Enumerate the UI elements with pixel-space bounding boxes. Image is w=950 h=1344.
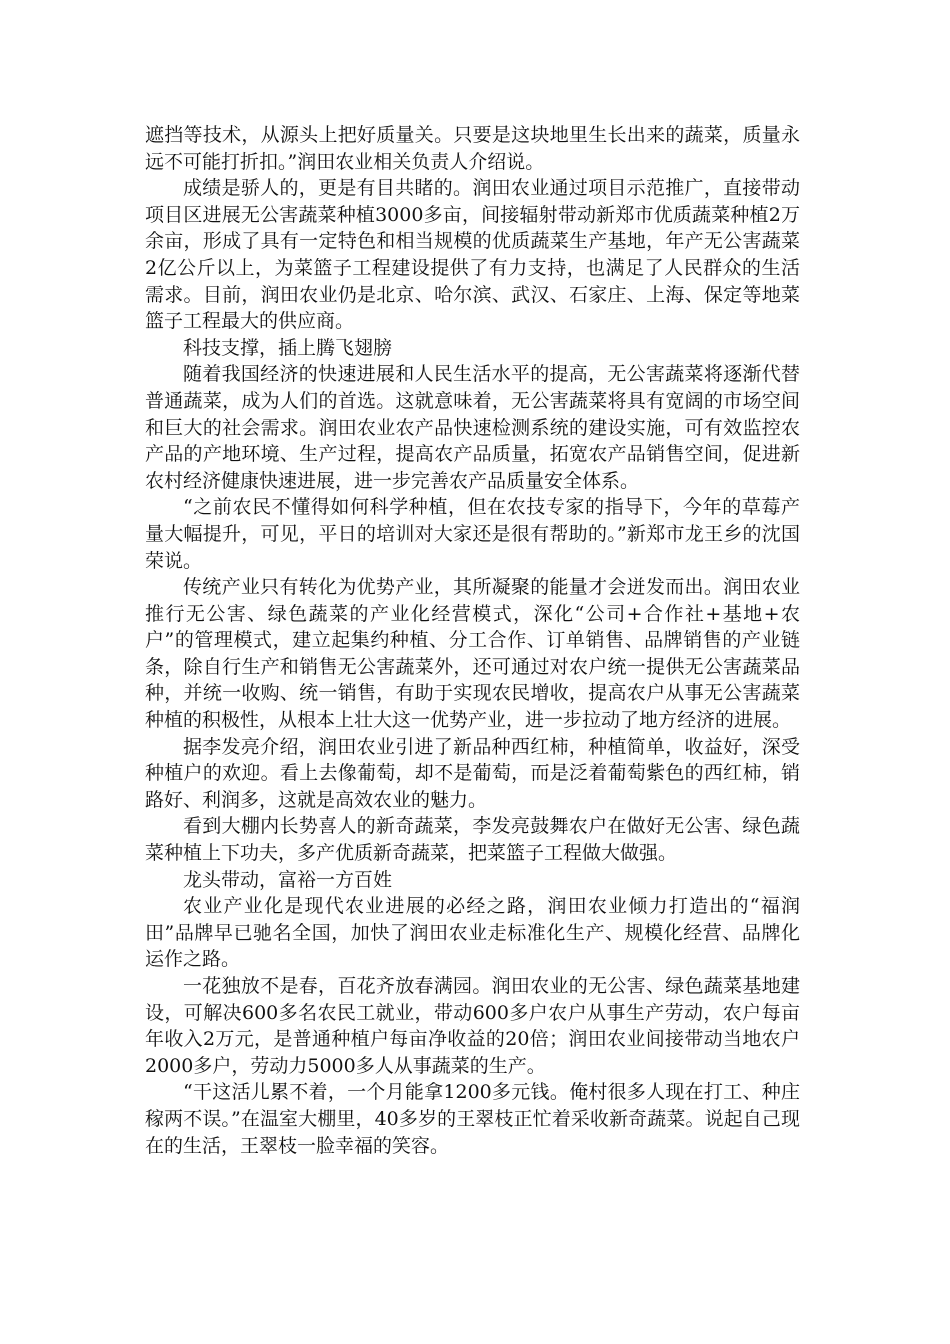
document-body [145,122,800,1159]
paragraph-worker-quote: “干这活儿累不着，一个月能拿1200多元钱。俺村很多人现在打工、种庄稼两不误。”在温室大棚里，40多岁的王翠枝正忙着采收新奇蔬菜。说起自己现在的生活，王翠枝一脸幸福的笑容。 [145,1081,800,1157]
paragraph-achievements: 成绩是骄人的，更是有目共睹的。润田农业通过项目示范推广，直接带动项目区进展无公害蔬菜种植3000多亩，间接辐射带动新郑市优质蔬菜种植2万余亩，形成了具有一定特色和相当规模的优质蔬菜生产基地，年产无公害蔬菜2亿公斤以上，为菜篮子工程建设提供了有力支持，也满足了人民群众的生活需求。目前，润田农业仍是北京、哈尔滨、武汉、石家庄、上海、保定等地菜篮子工程最大的供应商。 [145,177,800,333]
paragraph-quality-control: 遮挡等技术，从源头上把好质量关。只要是这块地里生长出来的蔬菜，质量永远不可能打折扣。”润田农业相关负责人介绍说。 [145,124,800,173]
section-heading-technology: 科技支撑，插上腾飞翅膀 [183,336,393,359]
paragraph-industrialization: 农业产业化是现代农业进展的必经之路，润田农业倾力打造出的“福润田”品牌早已驰名全国，加快了润田农业走标准化生产、规模化经营、品牌化运作之路。 [145,895,800,971]
paragraph-tomato-variety: 据李发亮介绍，润田农业引进了新品种西红柿，种植简单，收益好，深受种植户的欢迎。看上去像葡萄，却不是葡萄，而是泛着葡萄紫色的西红柿，销路好、利润多，这就是高效农业的魅力。 [145,735,800,811]
paragraph-encouragement: 看到大棚内长势喜人的新奇蔬菜，李发亮鼓舞农户在做好无公害、绿色蔬菜种植上下功夫，多产优质新奇蔬菜，把菜篮子工程做大做强。 [145,815,800,865]
section-heading-leadership: 龙头带动，富裕一方百姓 [183,868,393,891]
paragraph-economy-development: 随着我国经济的快速进展和人民生活水平的提高，无公害蔬菜将逐渐代替普通蔬菜，成为人们的首选。这就意味着，无公害蔬菜将具有宽阔的市场空间和巨大的社会需求。润田农业农产品快速检测系统的建设实施，可有效监控农产品的产地环境、生产过程，提高农产品质量，拓宽农产品销售空间，促进新农村经济健康快速进展，进一步完善农产品质量安全体系。 [145,363,800,492]
paragraph-farmer-quote: “之前农民不懂得如何科学种植，但在农技专家的指导下，今年的草莓产量大幅提升，可见，平日的培训对大家还是很有帮助的。”新郑市龙王乡的沈国荣说。 [145,496,800,572]
paragraph-employment: 一花独放不是春，百花齐放春满园。润田农业的无公害、绿色蔬菜基地建设，可解决600多名农民工就业，带动600多户农户从事生产劳动，农户每亩年收入2万元，是普通种植户每亩净收益的20倍；润田农业间接带动当地农户2000多户，劳动力5000多人从事蔬菜的生产。 [145,975,800,1077]
paragraph-industry-model: 传统产业只有转化为优势产业，其所凝聚的能量才会迸发而出。润田农业推行无公害、绿色蔬菜的产业化经营模式，深化“公司+合作社+基地+农户”的管理模式，建立起集约种植、分工合作、订单销售、品牌销售的产业链条，除自行生产和销售无公害蔬菜外，还可通过对农户统一提供无公害蔬菜品种，并统一收购、统一销售，有助于实现农民增收，提高农户从事无公害蔬菜种植的积极性，从根本上壮大这一优势产业，进一步拉动了地方经济的进展。 [145,576,800,732]
